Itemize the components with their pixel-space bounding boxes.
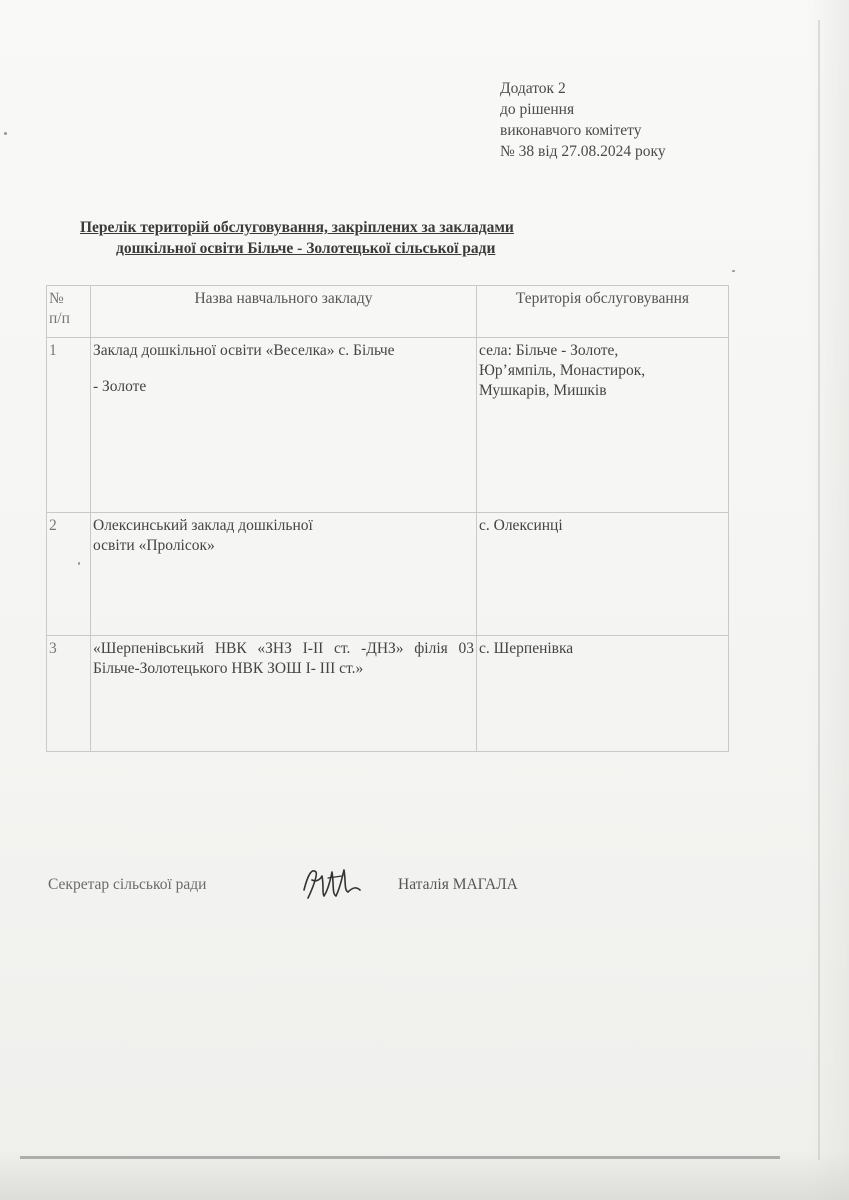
institution-name-line: освіти «Пролісок» <box>93 537 215 554</box>
signature-block <box>48 876 568 916</box>
title-line-2: дошкільної освіти Більче - Золотецької сільської ради <box>116 240 496 257</box>
table-row <box>47 338 729 513</box>
table-row <box>47 636 729 752</box>
appendix-line: до рішення <box>500 101 575 118</box>
scan-speck <box>4 132 7 135</box>
scan-speck <box>732 270 735 272</box>
row-number: 1 <box>47 338 91 513</box>
signatory-role: Секретар сільської ради <box>48 876 207 893</box>
header-name-cell: Назва навчального закладу <box>91 286 477 338</box>
territory-cell <box>477 513 729 636</box>
institution-name-cell: «Шерпенівський НВК «ЗНЗ І-ІІ ст. -ДНЗ» філія 03 Більче-Золотецького НВК ЗОШ І- ІІІ ст.» <box>91 636 477 752</box>
table-header-row <box>47 286 729 338</box>
institution-name-cell <box>91 513 477 636</box>
appendix-line: виконавчого комітету <box>500 122 642 139</box>
territory-line: с. Олексинці <box>479 517 563 534</box>
table-row <box>47 513 729 636</box>
document-title <box>80 217 660 259</box>
institution-name-line: - Золоте <box>93 378 147 395</box>
signatory-name: Наталія МАГАЛА <box>398 876 518 893</box>
institution-name-cell <box>91 338 477 513</box>
line-gap <box>93 361 474 377</box>
header-number-cell <box>47 286 91 338</box>
appendix-line: Додаток 2 <box>500 80 566 97</box>
territory-cell <box>477 338 729 513</box>
territories-table <box>46 285 729 752</box>
scan-artifact-vertical-line <box>818 20 820 1160</box>
appendix-note <box>500 78 730 162</box>
row-number: 2 <box>47 513 91 636</box>
territory-line: Мушкарів, Мишків <box>479 382 607 399</box>
territory-line: Юр’ямпіль, Монастирок, <box>479 362 646 379</box>
row-number: 3 <box>47 636 91 752</box>
scan-shadow-right <box>807 0 849 1200</box>
appendix-decision-number: № 38 від 27.08.2024 року <box>500 143 666 160</box>
territory-cell <box>477 636 729 752</box>
title-line-1: Перелік територій обслуговування, закріплених за закладами <box>80 219 514 236</box>
header-number-abbrev: п/п <box>49 310 70 327</box>
institution-name-line: Олексинський заклад дошкільної <box>93 517 313 534</box>
institution-name-line: Заклад дошкільної освіти «Веселка» с. Більче <box>93 342 395 359</box>
territory-line: с. Шерпенівка <box>479 640 574 657</box>
header-number-symbol: № <box>49 290 64 307</box>
territory-line: села: Більче - Золоте, <box>479 342 619 359</box>
header-territory-cell: Територія обслуговування <box>477 286 729 338</box>
scan-artifact-horizontal-line <box>20 1156 780 1159</box>
handwritten-signature-icon <box>298 860 368 906</box>
